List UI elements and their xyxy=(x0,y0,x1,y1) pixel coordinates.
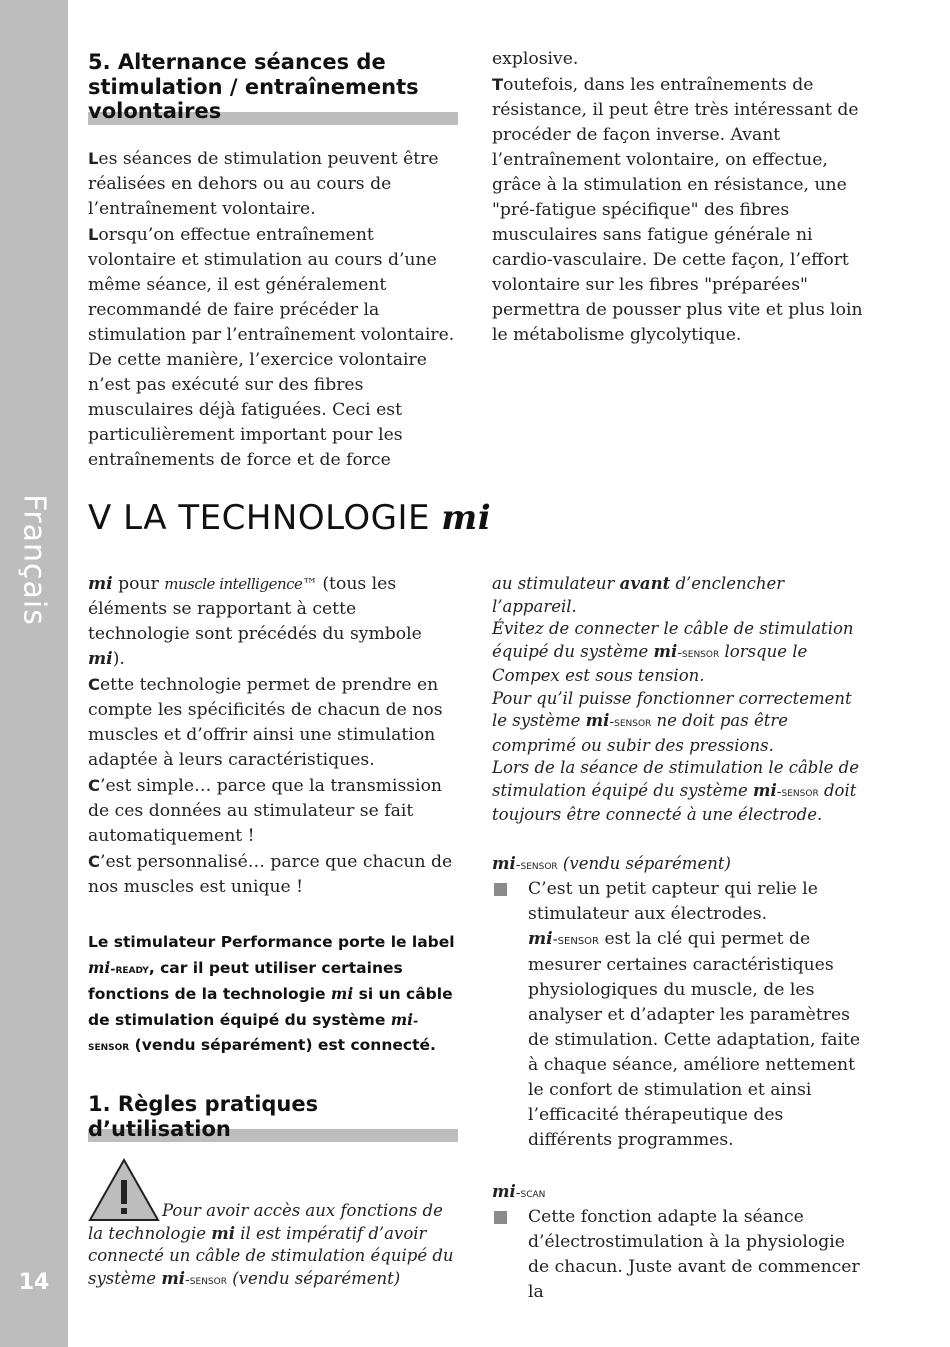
sidebar xyxy=(0,0,68,1347)
intro-paragraph-2: Cette technologie permet de prendre en compte les spécificités de chacun de nos muscles et d’offrir ainsi une stimulation adaptée à leurs caractéristiques. xyxy=(88,675,443,770)
section5-paragraph-3: Toutefois, dans les entraînements de résistance, il peut être très intéressant de procéder de façon inverse. Avant l’entraînement volontaire, on effectue, grâce à la stimulation en résistance, une "pré-fatigue spécifique" des fibres musculaires sans fatigue générale ni cardio-vasculaire. De cette façon, l’effort volontaire sur les fibres "préparées" permettra de pousser plus vite et plus loin le métabolisme glycolytique. xyxy=(492,75,863,345)
mi-sensor-bullet: C’est un petit capteur qui relie le stimulateur aux électrodes. mi-sensor est la clé qui permet de mesurer certaines caractéristiques physiologiques du muscle, de les analyser et d’adapter les paramètres de stimulation. Cette adaptation, faite à chaque séance, améliore nettement le confort de stimulation et ainsi l’efficacité thérapeutique des différents programmes. xyxy=(492,877,864,1153)
section5-paragraph-1: Les séances de stimulation peuvent être réalisées en dehors ou au cours de l’entraînement volontaire. xyxy=(88,148,439,219)
mi-logo-icon: mi xyxy=(441,498,492,538)
warning-text-2: au stimulateur avant d’enclencher l’appareil. Évitez de connecter le câble de stimulation équipé du système mi-sensor lorsque le Compex est sous tension. Pour qu’il puisse fonctionner correctement le système mi-sensor ne doit pas être comprimé ou subir des pressions. Lors de la séance de stimulation le câble de stimulation équipé du système mi-sensor doit toujours être connecté à une électrode. xyxy=(492,574,859,824)
mi-sensor-heading: mi-sensor (vendu séparément) xyxy=(492,853,731,873)
section5-paragraph-2: Lorsqu’on effectue entraînement volontaire et stimulation au cours d’une même séance, il est généralement recommandé de faire précéder la stimulation par l’entraînement volontaire. De cette manière, l’exercice volontaire n’est pas exécuté sur des fibres musculaires déjà fatiguées. Ceci est particulièrement important pour les entraînements de force et de force xyxy=(88,224,455,470)
mi-scan-bullet: Cette fonction adapte la séance d’électrostimulation à la physiologie de chacun. Juste avant de commencer la xyxy=(492,1205,864,1305)
language-label: Français xyxy=(16,494,52,626)
intro-text xyxy=(88,572,458,900)
section5-left xyxy=(88,50,458,473)
section5-body xyxy=(88,146,458,473)
section1-title: 1. Règles pratiques d’utilisation xyxy=(88,1092,319,1141)
intro-paragraph-1: mi pour muscle intelligence™ (tous les éléments se rapportant à cette technologie sont précédés du symbole mi). xyxy=(88,574,422,669)
warning-block xyxy=(88,1158,458,1292)
section5-paragraph-2-cont: explosive. xyxy=(492,49,579,69)
bullet-square-icon xyxy=(494,883,507,896)
section5-right xyxy=(492,47,864,348)
technology-left xyxy=(88,572,458,1292)
technology-right xyxy=(492,573,864,1305)
intro-paragraph-4: C’est personnalisé… parce que chacun de nos muscles est unique ! xyxy=(88,852,453,897)
performance-note: Le stimulateur Performance porte le label mi-ready, car il peut utiliser certaines fonctions de la technologie mi si un câble de stimulation équipé du système mi-sensor (vendu séparément) est connecté. xyxy=(88,933,455,1054)
section5-title: 5. Alternance séances de stimulation / entraînements volontaires xyxy=(88,50,419,123)
intro-paragraph-3: C’est simple… parce que la transmission de ces données au stimulateur se fait automatiquement ! xyxy=(88,776,442,846)
mi-scan-heading: mi-scan xyxy=(492,1181,546,1201)
chapter-title: V LA TECHNOLOGIE mi xyxy=(88,498,492,538)
page-number: 14 xyxy=(18,1270,50,1295)
warning-text-1: Pour avoir accès aux fonctions de la technologie mi il est impératif d’avoir connecté un câble de stimulation équipé du système mi-sensor (vendu séparément) xyxy=(88,1201,454,1288)
bullet-square-icon xyxy=(494,1211,507,1224)
warning-triangle-icon xyxy=(88,1158,160,1222)
